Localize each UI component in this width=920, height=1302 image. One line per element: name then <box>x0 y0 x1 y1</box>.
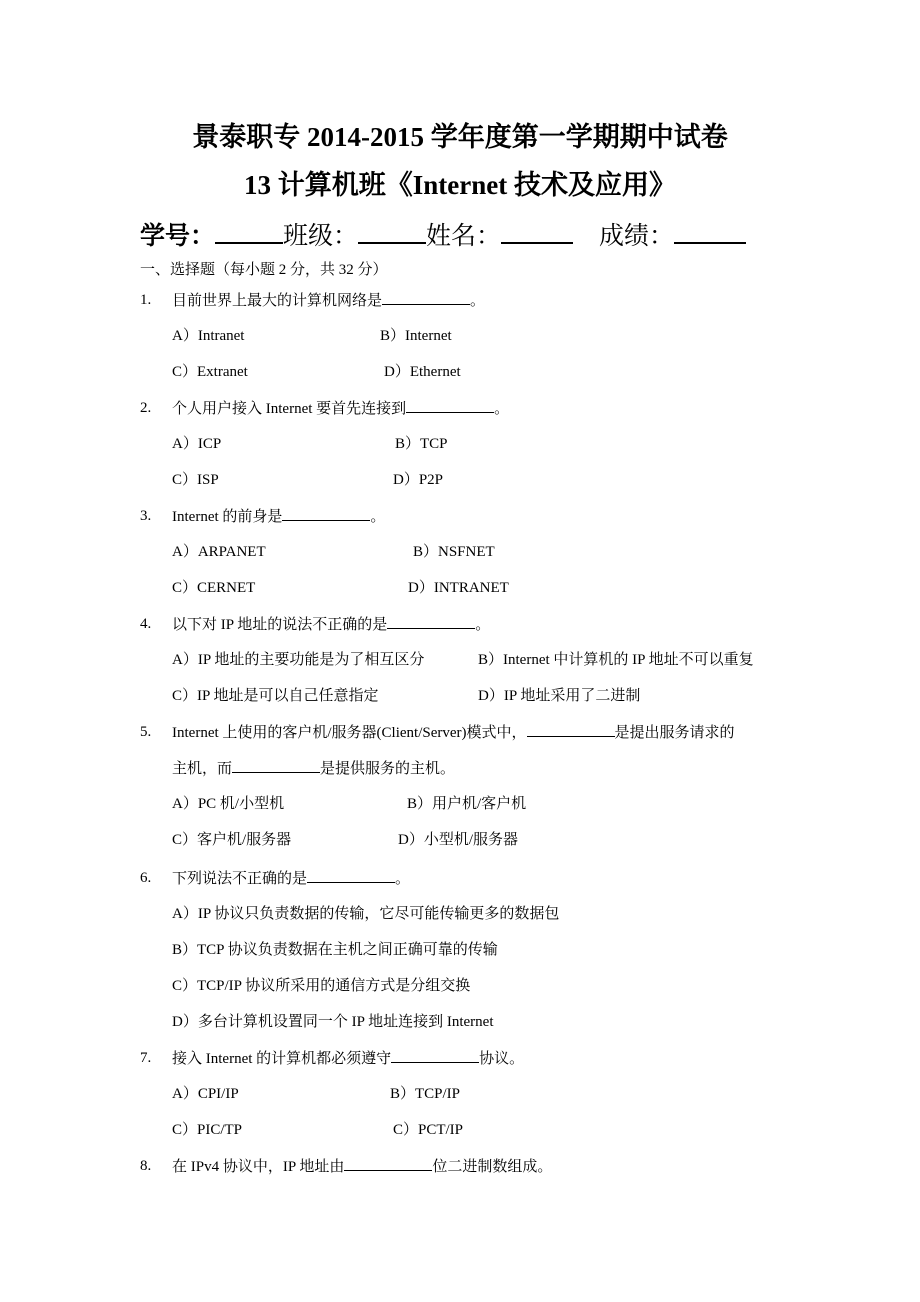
option-a[interactable]: A）IP 地址的主要功能是为了相互区分 <box>172 652 425 668</box>
question-stem-end: 位二进制数组成。 <box>432 1159 553 1175</box>
option-a[interactable]: A）ICP <box>172 436 222 452</box>
answer-blank-2[interactable] <box>232 758 320 773</box>
name-blank[interactable] <box>501 216 573 244</box>
student-id-label: 学号： <box>140 221 216 250</box>
option-b[interactable]: B）TCP/IP <box>390 1086 461 1102</box>
option-c[interactable]: C）PIC/TP <box>172 1122 243 1138</box>
question-stem: Internet 的前身是 <box>172 509 283 525</box>
question-stem: 在 IPv4 协议中，IP 地址由 <box>172 1159 345 1175</box>
option-c[interactable]: C）CERNET <box>172 580 256 596</box>
answer-blank[interactable] <box>391 1048 479 1063</box>
question-text <box>172 398 509 419</box>
option-c[interactable]: C）IP 地址是可以自己任意指定 <box>172 688 379 704</box>
option-a[interactable]: A）Intranet <box>172 328 245 344</box>
question-punct: 。 <box>470 293 486 309</box>
option-a[interactable]: A）PC 机/小型机 <box>172 796 285 812</box>
option-c[interactable]: C）TCP/IP 协议所采用的通信方式是分组交换 <box>172 978 471 994</box>
question-punct: 。 <box>370 509 386 525</box>
answer-blank[interactable] <box>406 398 494 413</box>
question-stem-line2: 主机，而 <box>172 761 233 777</box>
question-text <box>172 290 485 311</box>
question-text <box>172 1048 524 1069</box>
question-number: 3. <box>140 508 152 524</box>
option-d[interactable]: D）P2P <box>393 472 444 488</box>
question-stem: 接入 Internet 的计算机都必须遵守 <box>172 1051 392 1067</box>
question-stem: 个人用户接入 Internet 要首先连接到 <box>172 401 407 417</box>
answer-blank[interactable] <box>307 868 395 883</box>
student-info-row <box>140 216 746 253</box>
score-label: 成绩： <box>599 221 675 250</box>
question-text <box>172 506 385 527</box>
option-d[interactable]: D）Ethernet <box>384 364 461 380</box>
question-stem-middle: 是提出服务请求的 <box>614 725 735 741</box>
question-text <box>172 868 410 889</box>
question-number: 2. <box>140 400 152 416</box>
question-text <box>172 722 735 743</box>
section-title: 一、选择题（每小题 2 分，共 32 分） <box>140 262 388 278</box>
exam-title: 景泰职专 2014-2015 学年度第一学期期中试卷 <box>192 122 728 152</box>
option-b[interactable]: B）Internet 中计算机的 IP 地址不可以重复 <box>478 652 754 668</box>
question-number: 7. <box>140 1050 152 1066</box>
course-title: 13 计算机班《Internet 技术及应用》 <box>244 170 676 200</box>
option-b[interactable]: B）用户机/客户机 <box>407 796 527 812</box>
question-punct: 。 <box>494 401 510 417</box>
answer-blank[interactable] <box>382 290 470 305</box>
question-text <box>172 614 490 635</box>
option-a[interactable]: A）CPI/IP <box>172 1086 239 1102</box>
question-punct: 协议。 <box>479 1051 525 1067</box>
question-stem: 目前世界上最大的计算机网络是 <box>172 293 383 309</box>
answer-blank[interactable] <box>387 614 475 629</box>
answer-blank[interactable] <box>282 506 370 521</box>
question-stem: 以下对 IP 地址的说法不正确的是 <box>172 617 388 633</box>
option-d[interactable]: D）IP 地址采用了二进制 <box>478 688 641 704</box>
question-text <box>172 1156 552 1177</box>
option-c[interactable]: C）Extranet <box>172 364 248 380</box>
name-label: 姓名： <box>426 221 502 250</box>
answer-blank-1[interactable] <box>527 722 615 737</box>
question-number: 8. <box>140 1158 152 1174</box>
question-number: 6. <box>140 870 152 886</box>
option-b[interactable]: B）NSFNET <box>413 544 495 560</box>
option-d[interactable]: C）PCT/IP <box>393 1122 464 1138</box>
option-d[interactable]: D）小型机/服务器 <box>398 832 519 848</box>
question-stem: Internet 上使用的客户机/服务器(Client/Server)模式中， <box>172 725 527 741</box>
option-a[interactable]: A）ARPANET <box>172 544 266 560</box>
option-a[interactable]: A）IP 协议只负责数据的传输，它尽可能传输更多的数据包 <box>172 906 560 922</box>
answer-blank[interactable] <box>344 1156 432 1171</box>
question-number: 4. <box>140 616 152 632</box>
class-label: 班级： <box>283 221 359 250</box>
option-c[interactable]: C）客户机/服务器 <box>172 832 292 848</box>
question-punct: 。 <box>395 871 411 887</box>
question-punct: 。 <box>475 617 491 633</box>
question-text-line2 <box>172 758 455 779</box>
student-id-blank[interactable] <box>215 216 283 244</box>
option-d[interactable]: D）INTRANET <box>408 580 509 596</box>
option-d[interactable]: D）多台计算机设置同一个 IP 地址连接到 Internet <box>172 1014 494 1030</box>
option-b[interactable]: B）TCP <box>395 436 448 452</box>
class-blank[interactable] <box>358 216 426 244</box>
option-b[interactable]: B）Internet <box>380 328 452 344</box>
score-blank[interactable] <box>674 216 746 244</box>
option-b[interactable]: B）TCP 协议负责数据在主机之间正确可靠的传输 <box>172 942 498 958</box>
question-stem: 下列说法不正确的是 <box>172 871 308 887</box>
question-number: 1. <box>140 292 152 308</box>
question-stem-end: 是提供服务的主机。 <box>320 761 456 777</box>
option-c[interactable]: C）ISP <box>172 472 219 488</box>
question-number: 5. <box>140 724 152 740</box>
